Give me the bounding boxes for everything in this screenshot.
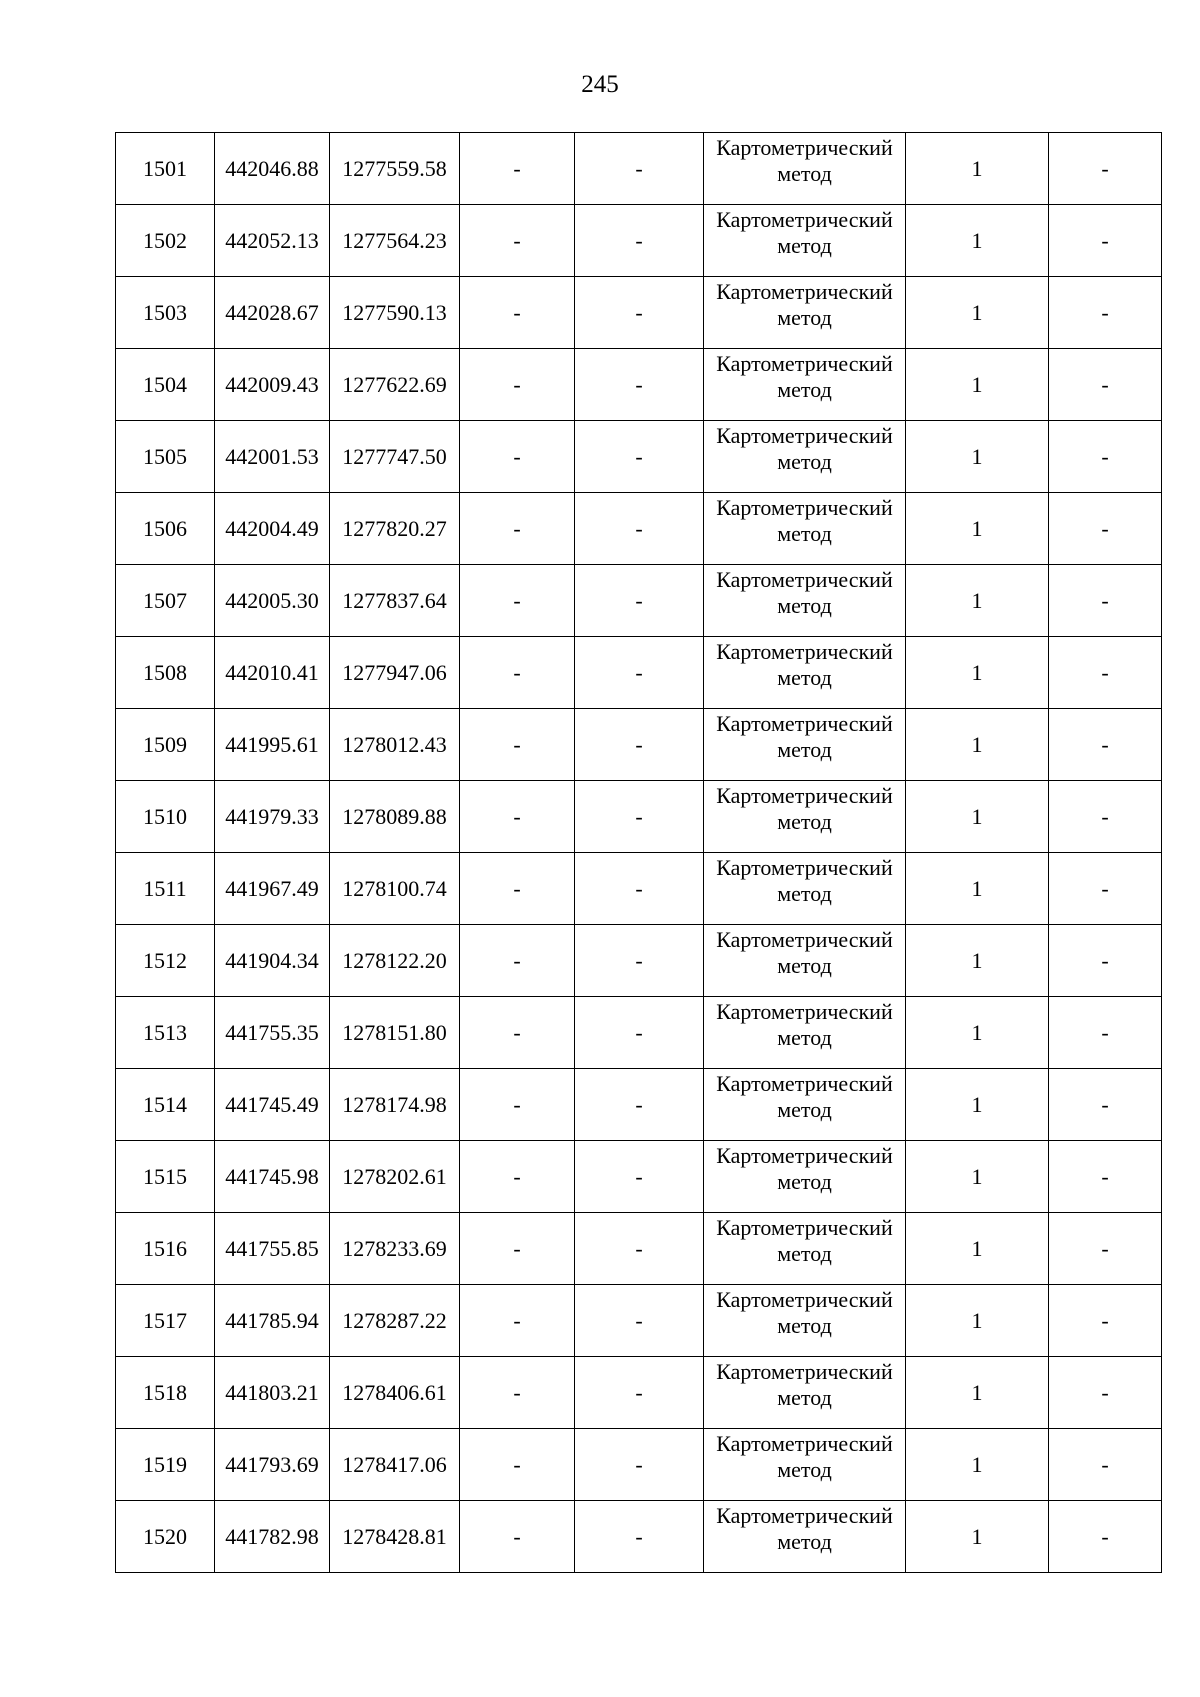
column-9-cell: -	[1049, 277, 1162, 349]
page-number: 245	[581, 71, 619, 98]
method-cell	[704, 709, 906, 781]
method-line-1: Картометрический	[716, 1287, 893, 1312]
x-coordinate-cell: 441782.98	[215, 1501, 330, 1573]
column-4-cell: -	[460, 133, 575, 205]
x-coordinate-cell: 441745.49	[215, 1069, 330, 1141]
y-coordinate-cell: 1277564.23	[330, 205, 460, 277]
method-line-1: Картометрический	[716, 639, 893, 664]
point-number-cell: 1517	[116, 1285, 215, 1357]
column-9-cell: -	[1049, 1141, 1162, 1213]
column-9-cell: -	[1049, 349, 1162, 421]
method-line-2: метод	[777, 665, 832, 690]
column-4-cell: -	[460, 421, 575, 493]
column-4-cell: -	[460, 925, 575, 997]
point-number-cell: 1502	[116, 205, 215, 277]
method-line-1: Картометрический	[716, 1359, 893, 1384]
table-row	[116, 349, 1162, 421]
accuracy-cell: 1	[906, 1213, 1049, 1285]
method-line-1: Картометрический	[716, 351, 893, 376]
y-coordinate-cell: 1278202.61	[330, 1141, 460, 1213]
accuracy-cell: 1	[906, 1141, 1049, 1213]
table-row	[116, 637, 1162, 709]
method-line-2: метод	[777, 521, 832, 546]
x-coordinate-cell: 441803.21	[215, 1357, 330, 1429]
method-line-2: метод	[777, 1385, 832, 1410]
method-cell	[704, 1501, 906, 1573]
column-5-cell: -	[575, 421, 704, 493]
accuracy-cell: 1	[906, 1429, 1049, 1501]
x-coordinate-cell: 442005.30	[215, 565, 330, 637]
table-row	[116, 1285, 1162, 1357]
column-4-cell: -	[460, 1429, 575, 1501]
column-5-cell: -	[575, 925, 704, 997]
y-coordinate-cell: 1277747.50	[330, 421, 460, 493]
column-9-cell: -	[1049, 1285, 1162, 1357]
point-number-cell: 1519	[116, 1429, 215, 1501]
method-cell	[704, 1357, 906, 1429]
table-row	[116, 565, 1162, 637]
accuracy-cell: 1	[906, 565, 1049, 637]
accuracy-cell: 1	[906, 1285, 1049, 1357]
column-9-cell: -	[1049, 925, 1162, 997]
point-number-cell: 1510	[116, 781, 215, 853]
accuracy-cell: 1	[906, 1069, 1049, 1141]
column-5-cell: -	[575, 1501, 704, 1573]
accuracy-cell: 1	[906, 637, 1049, 709]
table-row	[116, 1213, 1162, 1285]
method-line-2: метод	[777, 1025, 832, 1050]
column-4-cell: -	[460, 1501, 575, 1573]
column-9-cell: -	[1049, 997, 1162, 1069]
method-cell	[704, 493, 906, 565]
table-row	[116, 1429, 1162, 1501]
method-line-2: метод	[777, 737, 832, 762]
method-line-2: метод	[777, 233, 832, 258]
column-9-cell: -	[1049, 133, 1162, 205]
point-number-cell: 1514	[116, 1069, 215, 1141]
point-number-cell: 1512	[116, 925, 215, 997]
column-5-cell: -	[575, 277, 704, 349]
column-5-cell: -	[575, 637, 704, 709]
x-coordinate-cell: 442046.88	[215, 133, 330, 205]
y-coordinate-cell: 1278233.69	[330, 1213, 460, 1285]
method-line-2: метод	[777, 1097, 832, 1122]
column-9-cell: -	[1049, 637, 1162, 709]
y-coordinate-cell: 1277837.64	[330, 565, 460, 637]
column-5-cell: -	[575, 1213, 704, 1285]
column-5-cell: -	[575, 1285, 704, 1357]
column-5-cell: -	[575, 349, 704, 421]
method-cell	[704, 1213, 906, 1285]
column-9-cell: -	[1049, 493, 1162, 565]
column-4-cell: -	[460, 493, 575, 565]
method-line-1: Картометрический	[716, 567, 893, 592]
table-row	[116, 1357, 1162, 1429]
y-coordinate-cell: 1278122.20	[330, 925, 460, 997]
method-line-2: метод	[777, 809, 832, 834]
method-cell	[704, 853, 906, 925]
column-5-cell: -	[575, 709, 704, 781]
method-cell	[704, 205, 906, 277]
x-coordinate-cell: 442001.53	[215, 421, 330, 493]
x-coordinate-cell: 441967.49	[215, 853, 330, 925]
point-number-cell: 1506	[116, 493, 215, 565]
accuracy-cell: 1	[906, 277, 1049, 349]
x-coordinate-cell: 441979.33	[215, 781, 330, 853]
accuracy-cell: 1	[906, 493, 1049, 565]
accuracy-cell: 1	[906, 1501, 1049, 1573]
table-row	[116, 1069, 1162, 1141]
column-5-cell: -	[575, 1357, 704, 1429]
accuracy-cell: 1	[906, 205, 1049, 277]
method-line-1: Картометрический	[716, 1503, 893, 1528]
x-coordinate-cell: 441755.35	[215, 997, 330, 1069]
column-5-cell: -	[575, 565, 704, 637]
accuracy-cell: 1	[906, 133, 1049, 205]
method-line-1: Картометрический	[716, 279, 893, 304]
table-row	[116, 277, 1162, 349]
x-coordinate-cell: 441785.94	[215, 1285, 330, 1357]
method-cell	[704, 565, 906, 637]
method-line-2: метод	[777, 161, 832, 186]
x-coordinate-cell: 442010.41	[215, 637, 330, 709]
x-coordinate-cell: 441793.69	[215, 1429, 330, 1501]
point-number-cell: 1503	[116, 277, 215, 349]
method-line-1: Картометрический	[716, 207, 893, 232]
table-row	[116, 781, 1162, 853]
column-9-cell: -	[1049, 421, 1162, 493]
table-row	[116, 493, 1162, 565]
method-cell	[704, 421, 906, 493]
accuracy-cell: 1	[906, 853, 1049, 925]
column-4-cell: -	[460, 1285, 575, 1357]
method-line-1: Картометрический	[716, 999, 893, 1024]
point-number-cell: 1508	[116, 637, 215, 709]
column-5-cell: -	[575, 1429, 704, 1501]
column-5-cell: -	[575, 1141, 704, 1213]
method-cell	[704, 997, 906, 1069]
column-9-cell: -	[1049, 1501, 1162, 1573]
table-row	[116, 853, 1162, 925]
y-coordinate-cell: 1278100.74	[330, 853, 460, 925]
method-line-1: Картометрический	[716, 495, 893, 520]
point-number-cell: 1520	[116, 1501, 215, 1573]
method-cell	[704, 1069, 906, 1141]
table-row	[116, 421, 1162, 493]
method-line-2: метод	[777, 1241, 832, 1266]
point-number-cell: 1509	[116, 709, 215, 781]
x-coordinate-cell: 441745.98	[215, 1141, 330, 1213]
table-row	[116, 925, 1162, 997]
column-4-cell: -	[460, 1213, 575, 1285]
accuracy-cell: 1	[906, 781, 1049, 853]
column-5-cell: -	[575, 1069, 704, 1141]
method-line-1: Картометрический	[716, 1215, 893, 1240]
y-coordinate-cell: 1278417.06	[330, 1429, 460, 1501]
column-9-cell: -	[1049, 1213, 1162, 1285]
y-coordinate-cell: 1278406.61	[330, 1357, 460, 1429]
column-4-cell: -	[460, 637, 575, 709]
x-coordinate-cell: 442028.67	[215, 277, 330, 349]
column-9-cell: -	[1049, 781, 1162, 853]
table-row	[116, 205, 1162, 277]
table-row	[116, 1141, 1162, 1213]
point-number-cell: 1515	[116, 1141, 215, 1213]
x-coordinate-cell: 441755.85	[215, 1213, 330, 1285]
method-line-2: метод	[777, 1529, 832, 1554]
y-coordinate-cell: 1278428.81	[330, 1501, 460, 1573]
x-coordinate-cell: 441904.34	[215, 925, 330, 997]
y-coordinate-cell: 1277559.58	[330, 133, 460, 205]
accuracy-cell: 1	[906, 709, 1049, 781]
column-4-cell: -	[460, 277, 575, 349]
method-line-1: Картометрический	[716, 927, 893, 952]
column-9-cell: -	[1049, 205, 1162, 277]
column-5-cell: -	[575, 133, 704, 205]
column-5-cell: -	[575, 853, 704, 925]
method-line-2: метод	[777, 305, 832, 330]
column-5-cell: -	[575, 493, 704, 565]
column-9-cell: -	[1049, 1357, 1162, 1429]
point-number-cell: 1511	[116, 853, 215, 925]
y-coordinate-cell: 1277947.06	[330, 637, 460, 709]
column-4-cell: -	[460, 853, 575, 925]
y-coordinate-cell: 1278151.80	[330, 997, 460, 1069]
method-line-1: Картометрический	[716, 711, 893, 736]
column-4-cell: -	[460, 1357, 575, 1429]
accuracy-cell: 1	[906, 421, 1049, 493]
column-5-cell: -	[575, 781, 704, 853]
accuracy-cell: 1	[906, 925, 1049, 997]
method-line-2: метод	[777, 593, 832, 618]
column-4-cell: -	[460, 781, 575, 853]
method-cell	[704, 277, 906, 349]
point-number-cell: 1504	[116, 349, 215, 421]
table-row	[116, 709, 1162, 781]
point-number-cell: 1516	[116, 1213, 215, 1285]
column-4-cell: -	[460, 709, 575, 781]
column-9-cell: -	[1049, 565, 1162, 637]
column-4-cell: -	[460, 565, 575, 637]
y-coordinate-cell: 1277820.27	[330, 493, 460, 565]
table-row	[116, 133, 1162, 205]
method-cell	[704, 1429, 906, 1501]
y-coordinate-cell: 1278089.88	[330, 781, 460, 853]
point-number-cell: 1505	[116, 421, 215, 493]
column-4-cell: -	[460, 349, 575, 421]
column-5-cell: -	[575, 997, 704, 1069]
y-coordinate-cell: 1278287.22	[330, 1285, 460, 1357]
x-coordinate-cell: 442009.43	[215, 349, 330, 421]
method-line-1: Картометрический	[716, 1431, 893, 1456]
column-4-cell: -	[460, 205, 575, 277]
method-line-2: метод	[777, 881, 832, 906]
point-number-cell: 1518	[116, 1357, 215, 1429]
method-cell	[704, 1141, 906, 1213]
x-coordinate-cell: 442004.49	[215, 493, 330, 565]
coordinates-table	[115, 132, 1162, 1573]
column-9-cell: -	[1049, 1429, 1162, 1501]
method-line-2: метод	[777, 1457, 832, 1482]
column-4-cell: -	[460, 1069, 575, 1141]
y-coordinate-cell: 1277590.13	[330, 277, 460, 349]
point-number-cell: 1513	[116, 997, 215, 1069]
column-4-cell: -	[460, 1141, 575, 1213]
method-line-1: Картометрический	[716, 423, 893, 448]
method-cell	[704, 133, 906, 205]
method-line-2: метод	[777, 1313, 832, 1338]
point-number-cell: 1501	[116, 133, 215, 205]
method-cell	[704, 349, 906, 421]
column-9-cell: -	[1049, 1069, 1162, 1141]
method-cell	[704, 925, 906, 997]
y-coordinate-cell: 1278012.43	[330, 709, 460, 781]
method-cell	[704, 781, 906, 853]
method-line-1: Картометрический	[716, 783, 893, 808]
method-line-2: метод	[777, 953, 832, 978]
accuracy-cell: 1	[906, 349, 1049, 421]
accuracy-cell: 1	[906, 1357, 1049, 1429]
method-line-2: метод	[777, 377, 832, 402]
accuracy-cell: 1	[906, 997, 1049, 1069]
column-4-cell: -	[460, 997, 575, 1069]
x-coordinate-cell: 442052.13	[215, 205, 330, 277]
method-cell	[704, 1285, 906, 1357]
table-row	[116, 997, 1162, 1069]
method-cell	[704, 637, 906, 709]
method-line-1: Картометрический	[716, 1143, 893, 1168]
method-line-1: Картометрический	[716, 135, 893, 160]
x-coordinate-cell: 441995.61	[215, 709, 330, 781]
column-9-cell: -	[1049, 853, 1162, 925]
y-coordinate-cell: 1278174.98	[330, 1069, 460, 1141]
point-number-cell: 1507	[116, 565, 215, 637]
column-9-cell: -	[1049, 709, 1162, 781]
method-line-1: Картометрический	[716, 1071, 893, 1096]
table-row	[116, 1501, 1162, 1573]
column-5-cell: -	[575, 205, 704, 277]
table-body	[116, 133, 1162, 1573]
method-line-2: метод	[777, 449, 832, 474]
method-line-1: Картометрический	[716, 855, 893, 880]
y-coordinate-cell: 1277622.69	[330, 349, 460, 421]
method-line-2: метод	[777, 1169, 832, 1194]
